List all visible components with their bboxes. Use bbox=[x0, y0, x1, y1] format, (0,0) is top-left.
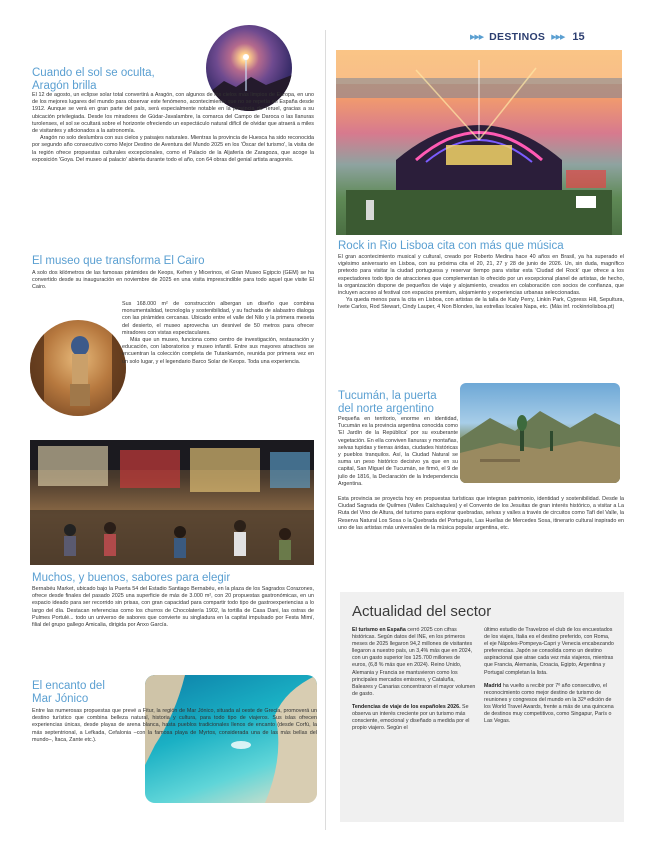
actualidad-item-4 bbox=[484, 683, 614, 726]
jonico-photo-mask bbox=[145, 708, 320, 803]
actualidad-item-2 bbox=[352, 704, 476, 732]
tucuman-title bbox=[338, 390, 458, 415]
actualidad-item-1-lead: El turismo en España bbox=[352, 627, 406, 633]
jonico-body: Entre las numerosas propuestas que prevé a Fitur, la región de Mar Jónico, situada al oeste de Grecia, promoverá un destino turístico que combina belleza natural, historia y cultura, para todo tipo de viajeros. Sus islas ofrecen experiencias únicas, desde playas de arena blanca, hasta pueblos tradicionales llenos de encanto (desde Corfú, la más septentrional, a Lefkada, Cefalonia –con la famosa playa de Myrtos, considerada una de las más bellas del mundo–, Ítaca, Zante etc.). bbox=[32, 708, 317, 743]
actualidad-item-1-text: cerró 2025 con cifras históricas. Según datos del INE, en los primeros meses de 2025 llegaron 94,2 millones de visitantes llegaron a nuestro país, un 3,4% más que en 2024, con un gasto superior los 125.700 millones de euros, (6,8 % más que en 2024). Reino Unido, Alemania y Francia se mantuvieron como los principales mercados emisores, y Cataluña, Baleares y Canarias concentraron el mayor volumen de gasto. bbox=[352, 627, 476, 697]
cairo-paragraph-2: Sus 168.000 m² de construcción albergan un diseño que combina monumentalidad, tecnología y sostenibilidad, y su fachada de alabastro dialoga con las pirámides cercanas. Ubicado entre el valle del Nilo y la primera meseta del desierto, el museo aprovecha un desnivel de 50 metros para ofrecer miradores con vistas espectaculares. bbox=[122, 301, 314, 336]
rock-paragraph-2: Ya queda menos para la cita en Lisboa, con artistas de la talla de Katy Perry, Linkin Park, Cypress Hill, Sepultura, Ivete Carlos, Rod Stewart, Cindy Lauper, 4 Non Blondes, las estrellas locales Napa, etc. (Más inf. rockinriolisboa.pt) bbox=[338, 297, 624, 311]
jonico-title-line1: El encanto del bbox=[32, 680, 105, 692]
actualidad-title: Actualidad del sector bbox=[352, 603, 492, 620]
aragon-title-line2: Aragón brilla bbox=[32, 79, 97, 92]
tucuman-title-line1: Tucumán, la puerta bbox=[338, 390, 437, 402]
section-header bbox=[470, 30, 620, 44]
tucuman-title-line2: del norte argentino bbox=[338, 402, 434, 415]
cairo-paragraph-3: Más que un museo, funciona como centro de investigación, restauración y educación, con laboratorios y museo infantil. Entre sus mayores atractivos se encuentran la colección completa de Tutankamón, reunida por primera vez en un solo lugar, y el legendario Barco Solar de Keops. Toda una experiencia. bbox=[122, 337, 314, 365]
header-arrows-right: ▶▶▶ bbox=[551, 34, 565, 41]
actualidad-item-2-lead: Tendencias de viaje de los españoles 2026. bbox=[352, 703, 461, 710]
aragon-paragraph-1: El 12 de agosto, un eclipse solar total convertirá a Aragón, con algunos de los cielos más limpios de Europa, en uno de los mejores lugares del mundo para observar este fenómeno, acontecimiento que no se repetía en España desde 1912. Aunque se verá en gran parte del país, será especialmente notable en la provincia de Teruel, gracias a su ubicación privilegiada. Desde los miradores de Gúdar-Javalambre, la comarca del Campo de Daroca o las llanuras turolenses, el sol se ocultará sobre el horizonte ofreciendo un espectáculo natural difícil de olvidar que atraerá a miles de visitantes y aficionados a la astronomía. bbox=[32, 92, 314, 135]
actualidad-item-2-text: Se observa un interés creciente por un turismo más consciente, emocional y diseñado a medida por el propio viajero. Según el bbox=[352, 703, 470, 732]
aragon-paragraph-2: Aragón no solo deslumbra con sus cielos y paisajes naturales. Mientras la provincia de Huesca ha sido reconocida por segundo año consecutivo como Mejor Destino de Aventura del Mundo 2025 en los 'Óscar del turismo', la visita de la región ofrece propuestas culturales excepcionales, como el Palacio de la Aljafería de Zaragoza, que acoge la exposición 'Goya. Del museo al palacio' abierta durante todo el año, con 64 obras del genial artista aragonés. bbox=[32, 135, 314, 163]
actualidad-column-2 bbox=[484, 627, 614, 817]
aragon-title-line1: Cuando el sol se oculta, bbox=[32, 67, 155, 79]
rock-body bbox=[338, 254, 624, 372]
actualidad-column-1 bbox=[352, 627, 476, 817]
tucuman-photo bbox=[460, 383, 620, 483]
section-title: DESTINOS bbox=[489, 31, 546, 43]
header-arrows-left: ▶▶▶ bbox=[470, 34, 484, 41]
tucuman-body bbox=[338, 416, 458, 496]
rock-paragraph-1: El gran acontecimiento musical y cultural, creado por Roberto Medina hace 40 años en Brasil, ya ha superado el vigésimo aniversario en Lisboa, con su próxima cita el 20, 21, 27 y 28 de junio de 2026. Un, sin duda, magnífico pretexto para visitar la ciudad portuguesa y reservar tiempo para visitar esta 'Ciudad del Rock' que ofrece a los espectadores todo tipo de atracciones que complementan lo ofrecido por un excepcional planel de artistas, de hecho, la organización dispone de pequeños de viaje y alojamiento, creados en colaboración con socios de confianza, que incluyen acceso al festival con espacios premium, alojamiento y experiencias urbanas seleccionadas. bbox=[338, 254, 624, 297]
tucuman-body-2: Esta provincia se proyecta hoy en propuestas turísticas que integran patrimonio, identidad y sostenibilidad. Desde la Ciudad Sagrada de Quilmes (Valles Calchaquíes) y el Convento de los Jesuitas de gran interés histórico, a visitar a La Ruta del Vino de Altura, del turismo para explorar quebradas, selvas y valles a través de circuitos como Tafí del Valle, la Reserva Natural Los Sosa o la Quebrada del Portugués, Las Huellas de Mercedes Sosa, itinerario cultural inspirado en uno de las artistas más universales de la música popular argentina, etc. bbox=[338, 496, 624, 531]
jonico-title bbox=[32, 680, 142, 705]
cairo-title: El museo que transforma El Cairo bbox=[32, 255, 205, 267]
aragon-body bbox=[32, 92, 314, 238]
rock-title: Rock in Rio Lisboa cita con más que música bbox=[338, 240, 564, 252]
cairo-body bbox=[32, 270, 314, 298]
actualidad-item-3-text: último estudio de Travelzoo el club de los encuestados de los viajes, Italia es el destino preferido, con Roma, el eje Nápoles-Pompeya-Capri y Venecia encabezando preferencias. Japón se consolida como un destino aspiracional que atrae cada vez más viajeros, mientras que Francia, Alemania, Croacia, Egipto, Argentina y Portugal completan la lista. bbox=[484, 627, 614, 676]
bernabeu-market-photo bbox=[30, 440, 314, 565]
madrid-body: Bernabéu Market, ubicado bajo la Puerta 54 del Estadio Santiago Bernabéu, en la plaza de los Sagrados Corazones, ofrece desde finales del pasado 2025 una superficie de más de 3.000 m², con 20 propuestas gastronómicas, en un espacio ideado para ser recorrido sin prisas, con gran capacidad para compartir todo tipo de gastroexperiencias a lo largo del día. Destacan referencias como los churros de Chocolatería 1902, la tortilla de Casa Dani, las ostras de Pulmes Portulé... todo un universo de sabores que convierte su singladura en la capital impulsado por Festa Mimí, filial del grupo gallego Amicalia, dirigida por Anxo García. bbox=[32, 586, 314, 629]
rock-in-rio-photo bbox=[336, 50, 622, 235]
madrid-title: Muchos, y buenos, sabores para elegir bbox=[32, 572, 231, 584]
jonico-title-line2: Mar Jónico bbox=[32, 692, 89, 705]
cairo-paragraph-1: A solo dos kilómetros de las famosas pirámides de Keops, Kefren y Micerinos, el Gran Museo Egipcio (GEM) se ha convertido desde su inauguración en noviembre de 2025 en una visita imprescindible para todo aquel que visite El Cairo. bbox=[32, 270, 314, 291]
actualidad-item-4-text: ha vuelto a recibir por 7º año consecutivo, el reconocimiento como mejor destino de turismo de reuniones y congresos del mundo en la 32ª edición de los World Travel Awards, frente a más de una quincena de destinos muy competitivos, como Singapur, París o Las Vegas. bbox=[484, 682, 614, 725]
actualidad-item-1 bbox=[352, 627, 476, 698]
actualidad-item-4-lead: Madrid bbox=[484, 682, 502, 689]
tucuman-paragraph-1: Pequeña en territorio, enorme en identidad, Tucumán es la provincia argentina conocida como 'El Jardín de la República' por su exuberante vegetación. En ella conviven llanuras y montañas, selvas tupidas y tierras áridas, ciudades históricas y pueblos tranquilos. Así, la Ciudad Natural se suma un peso histórico decisivo ya que en su capital, San Miguel de Tucumán, se firmó, el 9 de julio de 1816, la Declaración de la Independencia Argentina. bbox=[338, 416, 458, 487]
page-number: 15 bbox=[572, 31, 585, 43]
cairo-body-2 bbox=[32, 301, 314, 412]
column-divider bbox=[325, 30, 326, 830]
aragon-title bbox=[32, 67, 212, 92]
